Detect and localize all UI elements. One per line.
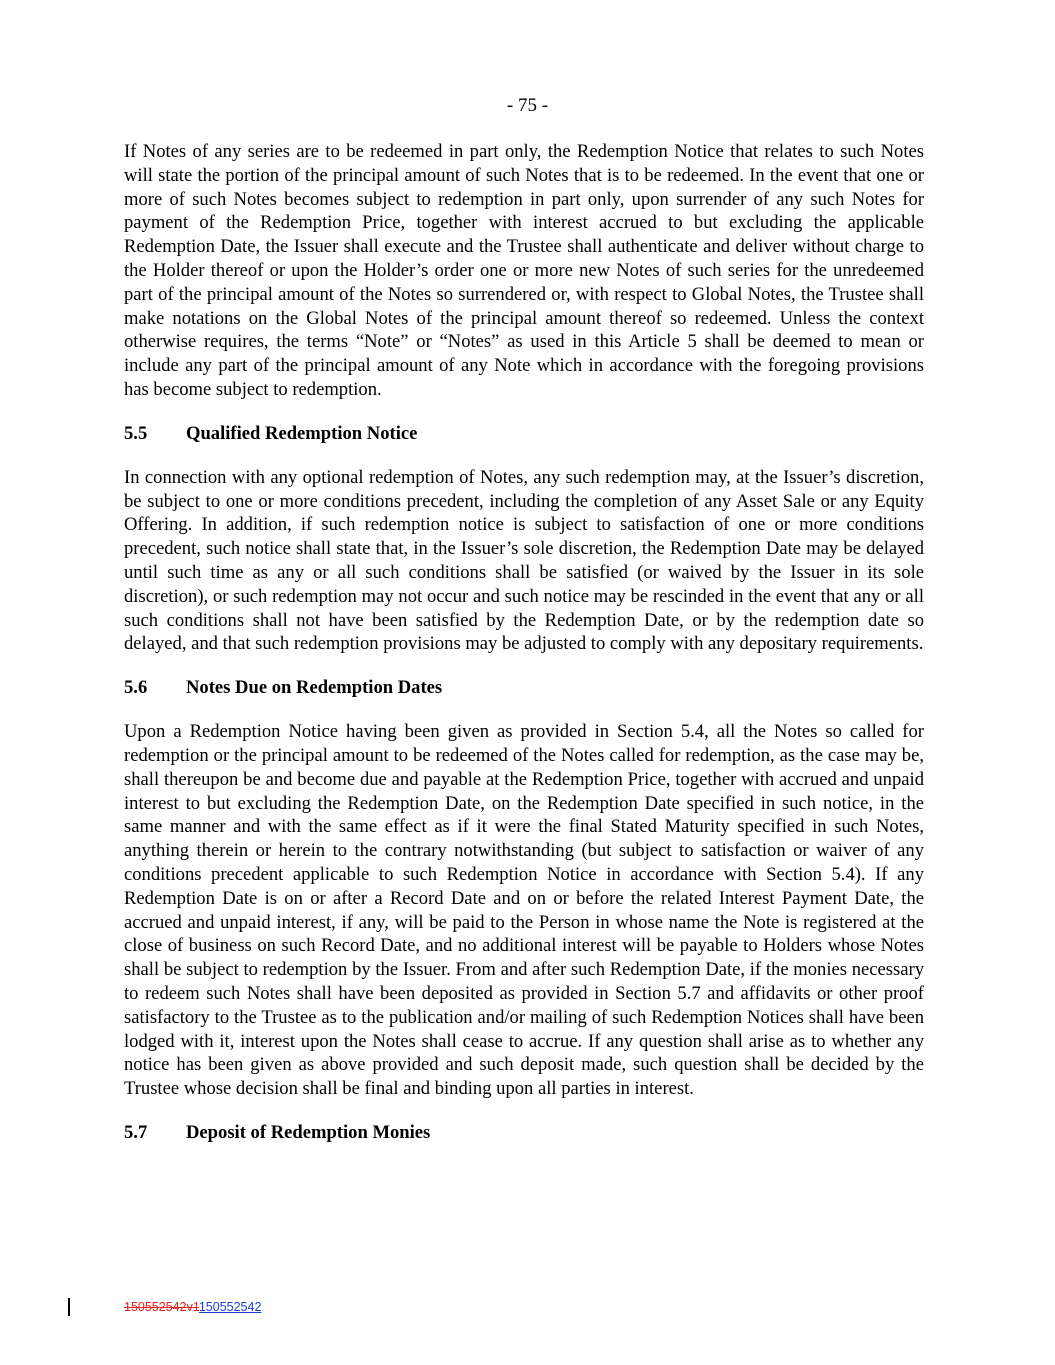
section-heading-5-7 bbox=[124, 1121, 924, 1145]
section-number: 5.7 bbox=[124, 1121, 148, 1143]
document-id-footer bbox=[124, 1298, 261, 1316]
section-body-5-6: Upon a Redemption Notice having been given as provided in Section 5.4, all the Notes so called for redemption or the principal amount to be redeemed of the Notes called for redemption, as the case may be, shall thereupon be and become due and payable at the Redemption Price, together with accrued and unpaid interest to but excluding the Redemption Date, on the Redemption Date specified in such notice, in the same manner and with the same effect as if it were the final Stated Maturity specified in such Notes, anything therein or herein to the contrary notwithstanding (but subject to satisfaction or waiver of any conditions precedent applicable to such Redemption Notice in accordance with Section 5.4). If any Redemption Date is on or after a Record Date and on or before the related Interest Payment Date, the accrued and unpaid interest, if any, will be paid to the Person in whose name the Note is registered at the close of business on such Record Date, and no additional interest will be payable to Holders whose Notes shall be subject to redemption by the Issuer. From and after such Redemption Date, if the monies necessary to redeem such Notes shall have been deposited as provided in Section 5.7 and affidavits or other proof satisfactory to the Trustee as to the publication and/or mailing of such Redemption Notices shall have been lodged with it, interest upon the Notes shall cease to accrue. If any question shall arise as to whether any notice has been given as above provided and such deposit made, such question shall be decided by the Trustee whose decision shall be final and binding upon all parties in interest. bbox=[124, 721, 924, 1100]
inserted-document-id: 150552542 bbox=[198, 1300, 262, 1314]
section-body-5-5: In connection with any optional redemption of Notes, any such redemption may, at the Issuer’s discretion, be subject to one or more conditions precedent, including the completion of any Asset Sale or any Equity Offering. In addition, if such redemption notice is subject to satisfaction of one or more conditions precedent, such notice shall state that, in the Issuer’s sole discretion, the Redemption Date may be delayed until such time as any or all such conditions shall be satisfied (or waived by the Issuer in its sole discretion), or such redemption may not occur and such notice may be rescinded in the event that any or all such conditions shall not have been satisfied by the Redemption Date, or by the redemption date so delayed, and that such redemption provisions may be adjusted to comply with any depositary requirements. bbox=[124, 466, 924, 655]
deleted-document-id: 150552542v1 bbox=[124, 1300, 199, 1314]
section-heading-5-6 bbox=[124, 676, 924, 700]
paragraph-continuation: If Notes of any series are to be redeemed in part only, the Redemption Notice that relates to such Notes will state the portion of the principal amount of such Notes that is to be redeemed. In the event that one or more of such Notes becomes subject to redemption in part only, upon surrender of any such Notes for payment of the Redemption Price, together with interest accrued to but excluding the applicable Redemption Date, the Issuer shall execute and the Trustee shall authenticate and deliver without charge to the Holder thereof or upon the Holder’s order one or more new Notes of such series for the unredeemed part of the principal amount of the Notes so surrendered or, with respect to Global Notes, the Trustee shall make notations on the Global Notes of the principal amount thereof so redeemed. Unless the context otherwise requires, the terms “Note” or “Notes” as used in this Article 5 shall be deemed to mean or include any part of the principal amount of any Note which in accordance with the foregoing provisions has become subject to redemption. bbox=[124, 141, 924, 400]
section-title: Deposit of Redemption Monies bbox=[186, 1121, 431, 1143]
section-number: 5.5 bbox=[124, 422, 148, 444]
page-number: - 75 - bbox=[506, 95, 549, 116]
section-heading-5-5 bbox=[124, 422, 924, 446]
revision-change-bar bbox=[68, 1298, 70, 1316]
section-title: Notes Due on Redemption Dates bbox=[186, 677, 443, 699]
document-body bbox=[124, 140, 924, 1165]
section-number: 5.6 bbox=[124, 677, 148, 699]
section-title: Qualified Redemption Notice bbox=[186, 422, 418, 444]
